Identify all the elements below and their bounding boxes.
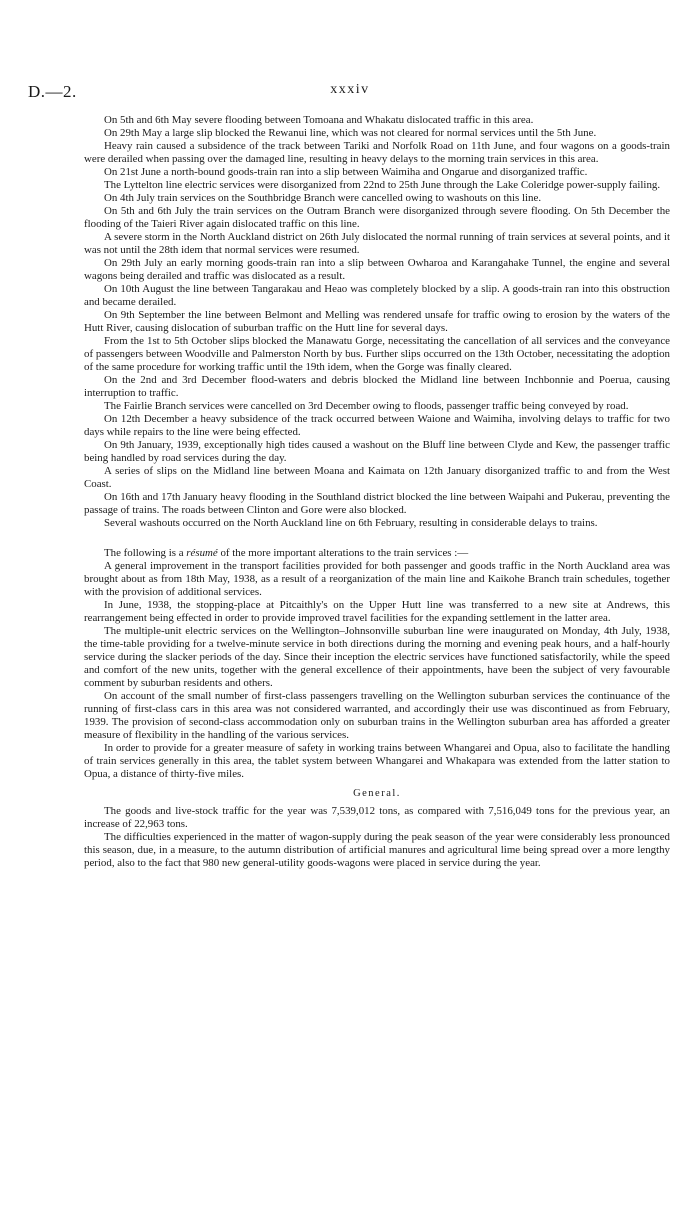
body-paragraph: On account of the small number of first-class passengers travelling on the Wellington suburban services the continuance of the running of first-class cars in this area was not considered warranted, and accordingly their use was discontinued as from February, 1939. The provision of second-class accommodation only on suburban trains in the Wellington suburban area has afforded a greater measure of flexibility in the handling of the various services. <box>84 690 670 741</box>
body-paragraph: A general improvement in the transport facilities provided for both passenger and goods traffic in the North Auckland area was brought about as from 18th May, 1938, as a result of a reorganization of the main line and Kaikohe Branch train schedules, together with the provision of additional services. <box>84 560 670 598</box>
resume-intro-text: The following is a <box>104 547 187 559</box>
body-paragraph: In June, 1938, the stopping-place at Pitcaithly's on the Upper Hutt line was transferred to a new site at Andrews, this rearrangement being effected in order to provide improved travel facilities for the expanding settlement in the latter area. <box>84 599 670 624</box>
paragraph-gap <box>84 530 670 547</box>
body-paragraph: Several washouts occurred on the North Auckland line on 6th February, resulting in considerable delays to trains. <box>104 517 598 529</box>
general-heading: General. <box>353 788 401 799</box>
body-paragraph: On 21st June a north-bound goods-train ran into a slip between Waimiha and Ongarue and disorganized traffic. <box>104 166 588 178</box>
body-paragraph: The Fairlie Branch services were cancelled on 3rd December owing to floods, passenger traffic being conveyed by road. <box>104 400 629 412</box>
page-number: xxxiv <box>330 82 370 97</box>
body-paragraph: On 12th December a heavy subsidence of the track occurred between Waione and Waimiha, involving delays to traffic for two days while repairs to the line were being effected. <box>84 413 670 438</box>
body-paragraph: The Lyttelton line electric services were disorganized from 22nd to 25th June through the Lake Coleridge power-supply failing. <box>104 179 661 191</box>
body-paragraph: A severe storm in the North Auckland district on 26th July dislocated the normal running of train services at several points, and it was not until the 28th idem that normal services were resumed. <box>84 231 670 256</box>
resume-intro-text-end: of the more important alterations to the train services :— <box>217 547 469 559</box>
body-paragraph: On 4th July train services on the Southbridge Branch were cancelled owing to washouts on this line. <box>104 192 542 204</box>
body-paragraph: Heavy rain caused a subsidence of the track between Tariki and Norfolk Road on 11th June, and four wagons on a goods-train were derailed when passing over the damaged line, resulting in heavy delays to the morning train services in this area. <box>84 140 670 165</box>
body-paragraph: On 5th and 6th May severe flooding between Tomoana and Whakatu dislocated traffic in this area. <box>104 114 534 126</box>
document-body <box>84 114 670 870</box>
body-paragraph: On 9th September the line between Belmont and Melling was rendered unsafe for traffic owing to erosion by the waters of the Hutt River, causing dislocation of suburban traffic on the Hutt line for several days. <box>84 309 670 334</box>
traffic-disruptions-section <box>84 114 670 530</box>
body-paragraph: A series of slips on the Midland line between Moana and Kaimata on 12th January disorganized traffic to and from the West Coast. <box>84 465 670 490</box>
body-paragraph: On 29th May a large slip blocked the Rewanui line, which was not cleared for normal services until the 5th June. <box>104 127 597 139</box>
body-paragraph: On 5th and 6th July the train services on the Outram Branch were disorganized through severe flooding. On 5th December the flooding of the Taieri River again dislocated traffic on this line. <box>84 205 670 230</box>
resume-italic-word: résumé <box>186 547 218 559</box>
body-paragraph: On 9th January, 1939, exceptionally high tides caused a washout on the Bluff line between Clyde and Kew, the passenger traffic being handled by road services during the day. <box>84 439 670 464</box>
resume-intro-paragraph <box>84 547 670 560</box>
body-paragraph: In order to provide for a greater measure of safety in working trains between Whangarei and Opua, also to facilitate the handling of train services generally in this area, the tablet system between Whangarei and Whakapara was extended from the latter station to Opua, a distance of thirty-five miles. <box>84 742 670 780</box>
body-paragraph: The difficulties experienced in the matter of wagon-supply during the peak season of the year were considerably less pronounced this season, due, in a measure, to the autumn distribution of artificial manures and agricultural lime being spread over a more lengthy period, also to the fact that 980 new general-utility goods-wagons were placed in service during the year. <box>84 831 670 869</box>
body-paragraph: From the 1st to 5th October slips blocked the Manawatu Gorge, necessitating the cancellation of all services and the conveyance of passengers between Woodville and Palmerston North by bus. Further slips occurred on the 13th October, necessitating the adoption of the same procedure for working traffic until the 19th idem, when the Gorge was finally cleared. <box>84 335 670 373</box>
general-section <box>84 805 670 870</box>
body-paragraph: The multiple-unit electric services on the Wellington–Johnsonville suburban line were inaugurated on Monday, 4th July, 1938, the time-table providing for a twelve-minute service in both directions during the morning and evening peak hours, and a half-hourly service during the slacker periods of the day. Since their inception the electric services have functioned satisfactorily, while the speed and comfort of the new units, together with the general excellence of their appointments, have been the subject of very favourable comment by suburban residents and others. <box>84 625 670 689</box>
train-service-alterations-section <box>84 560 670 781</box>
body-paragraph: On the 2nd and 3rd December flood-waters and debris blocked the Midland line between Inchbonnie and Poerua, causing interruption to traffic. <box>84 374 670 399</box>
body-paragraph: On 10th August the line between Tangarakau and Heao was completely blocked by a slip. A goods-train ran into this obstruction and became derailed. <box>84 283 670 308</box>
body-paragraph: On 29th July an early morning goods-train ran into a slip between Owharoa and Karangahake Tunnel, the engine and several wagons being derailed and traffic was dislocated as a result. <box>84 257 670 282</box>
body-paragraph: The goods and live-stock traffic for the year was 7,539,012 tons, as compared with 7,516,049 tons for the previous year, an increase of 22,963 tons. <box>84 805 670 830</box>
body-paragraph: On 16th and 17th January heavy flooding in the Southland district blocked the line between Waipahi and Pukerau, preventing the passage of trains. The roads between Clinton and Gore were also blocked. <box>84 491 670 516</box>
document-reference: D.—2. <box>28 82 77 101</box>
